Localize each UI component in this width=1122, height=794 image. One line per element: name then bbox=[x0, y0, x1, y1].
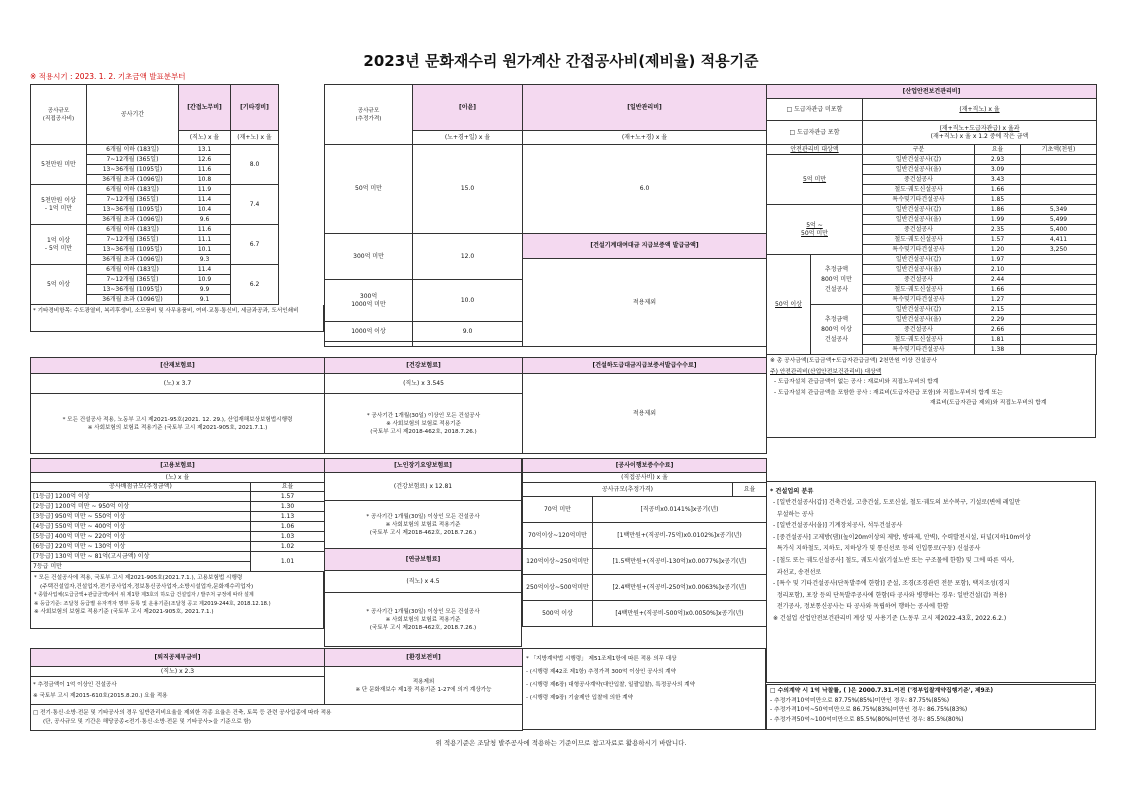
safety-kind: 일반건설공사(갑) bbox=[863, 205, 975, 215]
performance-guarantee-table bbox=[522, 458, 766, 627]
safety-kind: 특수및기타건설공사 bbox=[863, 345, 975, 355]
safety-base: 5,499 bbox=[1021, 215, 1097, 225]
safety-base: 5,400 bbox=[1021, 225, 1097, 235]
industrial-note: ※ 사회보험의 보험료 적용기준 (국토부 고시 제2021-905호, 2021.7.1.) bbox=[87, 424, 268, 431]
retirement-fund-formula: (직노) x 2.3 bbox=[31, 667, 325, 677]
employment-insurance-header: [고용보험료] bbox=[31, 459, 325, 473]
safety-kind: 철도·궤도신설공사 bbox=[863, 185, 975, 195]
pension-header: [연금보험료] bbox=[325, 549, 522, 571]
blank-cell bbox=[279, 185, 325, 225]
scale-cell: 5억 이상 bbox=[31, 265, 87, 305]
safety-base bbox=[1021, 185, 1097, 195]
safety-notes bbox=[766, 355, 1096, 438]
classification-title: * 건설업의 분류 bbox=[770, 488, 814, 495]
safety-kind-header: 구분 bbox=[863, 145, 975, 155]
employment-rate: 1.06 bbox=[251, 522, 325, 532]
pension-note: * 공사기간 1개월(30일) 이상인 모든 건설공사 bbox=[366, 608, 480, 615]
safety-rate: 2.66 bbox=[975, 325, 1021, 335]
health-note: (국토부 고시 제2018-462호, 2018.7.26.) bbox=[370, 428, 477, 435]
period-cell: 36개월 초과 (1096일) bbox=[87, 295, 179, 305]
safety-rate: 2.15 bbox=[975, 305, 1021, 315]
safety-base bbox=[1021, 175, 1097, 185]
period-cell: 7~12개월 (365일) bbox=[87, 195, 179, 205]
health-insurance-header: [건강보험료] bbox=[325, 358, 523, 374]
employment-grade: [4등급] 550억 미만 ~ 400억 이상 bbox=[31, 522, 251, 532]
period-header: 공사기간 bbox=[87, 85, 179, 145]
other-expense-formula: (재+노) x 율 bbox=[231, 131, 279, 145]
employment-rate: 1.02 bbox=[251, 542, 325, 552]
employment-rate-header: 요율 bbox=[251, 483, 325, 492]
safety-target-range: 5억 ~ 50억 미만 bbox=[767, 205, 863, 255]
employment-rate: 1.57 bbox=[251, 492, 325, 502]
general-admin-formula: (재+노+경) x 율 bbox=[523, 131, 767, 145]
safety-note: - 도급자설치 관급금액을 포함한 공사 : 재료비(도급자관급 포함)와 직접노무비의 합계 또는 bbox=[774, 389, 1003, 396]
safety-base bbox=[1021, 295, 1097, 305]
retirement-note: * 추정금액이 1억 이상인 건설공사 bbox=[33, 681, 117, 688]
safety-option-1: □ 도급자관급 미포함 bbox=[767, 99, 863, 121]
safety-kind: 중건설공사 bbox=[863, 175, 975, 185]
performance-formula: [1백만원+(직공비-75억)x0.0102%]x공기(년) bbox=[593, 523, 767, 549]
indirect-labor-rate: 9.3 bbox=[179, 255, 231, 265]
private-contract-title: □ 수의계약 시 1억 낙찰률, ( )은 2000.7.31.이전 ('정부입찰계약집행기준', 제9조) bbox=[770, 688, 994, 694]
classification-item: - [일반건설공사(갑)] 건축건설, 고층건설, 도로신설, 철도·궤도의 보수복구, 기설로(변에 레일만 bbox=[773, 499, 1021, 506]
health-insurance-formula: (직노) x 3.545 bbox=[325, 374, 523, 394]
employment-grade: [3등급] 950억 미만 ~ 550억 이상 bbox=[31, 512, 251, 522]
employment-insurance-formula: (노) x 율 bbox=[31, 473, 325, 483]
performance-scale: 120억이상~250억미만 bbox=[523, 549, 593, 575]
industrial-note: * 모든 건설공사 적용, 노동부 고시 제2021-95호(2021. 12. 29.), 산업재해보상보험법시행령 bbox=[62, 416, 293, 423]
retirement-note: ※ 국토부 고시 제2015-610호(2015.8.20.) 요율 적용 bbox=[33, 692, 168, 699]
safety-base bbox=[1021, 305, 1097, 315]
profit-rate: 15.0 bbox=[413, 145, 523, 234]
profit-scale: 50억 미만 bbox=[325, 145, 413, 234]
indirect-labor-rate: 12.6 bbox=[179, 155, 231, 165]
safety-kind: 일반건설공사(갑) bbox=[863, 305, 975, 315]
performance-guarantee-formula: (직접공사비) x 율 bbox=[523, 473, 767, 483]
safety-rate: 2.29 bbox=[975, 315, 1021, 325]
period-cell: 13~36개월 (1095일) bbox=[87, 245, 179, 255]
classification-item: ※ 건설업 산업안전보건관리비 계상 및 사용기준 (노동부 고시 제2022-43호, 2022.6.2.) bbox=[773, 614, 1007, 622]
profit-scale: 1000억 이상 bbox=[325, 322, 413, 342]
profit-admin-table bbox=[324, 84, 766, 347]
classification-item: 정리포함), 포장 등의 단독발주공사에 한함(타 공사와 병행하는 경우: 일반건설(갑) 적용) bbox=[773, 591, 1007, 599]
performance-scale: 70억 미만 bbox=[523, 497, 593, 523]
performance-note: * 「지방계약법 시행령」 제51조제1항에 따른 적용 의무 대상 bbox=[526, 656, 677, 662]
employment-note: ※ 등급기준: 조달청 등급별 유자격자 명부 등록 및 운용기준(조달청 공고 제2019-244호, 2018.12.18.) bbox=[34, 600, 271, 607]
environment-note: ※ 단 문화재보수 제1장 적용기준 1-27에 의거 계상가능 bbox=[355, 686, 492, 693]
safety-sub-range: 추정금액 800억 이상 건설공사 bbox=[811, 305, 863, 355]
indirect-labor-rate: 11.4 bbox=[179, 265, 231, 275]
safety-base: 4,411 bbox=[1021, 235, 1097, 245]
safety-sub-range: 추정금액 800억 미만 건설공사 bbox=[811, 255, 863, 305]
period-cell: 13~36개월 (1095일) bbox=[87, 165, 179, 175]
safety-base: 3,250 bbox=[1021, 245, 1097, 255]
profit-formula: (노+경+일) x 율 bbox=[413, 131, 523, 145]
performance-notes bbox=[522, 648, 766, 730]
safety-base: 5,349 bbox=[1021, 205, 1097, 215]
employment-rate: 1.03 bbox=[251, 532, 325, 542]
indirect-labor-rate: 10.4 bbox=[179, 205, 231, 215]
safety-option-1-formula: (재+직노) x 율 bbox=[863, 99, 1097, 121]
employment-note: * 모든 건설공사에 적용, 국토부 고시 제2021-905호(2021.7.1.), 고용보험법 시행령 bbox=[34, 575, 243, 581]
employment-grade: [1등급] 1200억 이상 bbox=[31, 492, 251, 502]
safety-kind: 일반건설공사(을) bbox=[863, 265, 975, 275]
other-expense-rate: 6.2 bbox=[231, 265, 279, 305]
period-cell: 36개월 초과 (1096일) bbox=[87, 175, 179, 185]
classification-item: 과선교, 송전선로 bbox=[773, 568, 822, 576]
classification-item: - [중건설공사] 고제방(댐)(높이20m이상의 제방, 방파제, 안벽), 수력발전시설, 터널(지하10m이상 bbox=[773, 533, 1031, 541]
safety-rate: 3.43 bbox=[975, 175, 1021, 185]
safety-base bbox=[1021, 265, 1097, 275]
telecom-note: (단, 공사규모 및 기간은 해당공종<전기·통신·소방·전문 및 기타공사>을 기준으로 함) bbox=[43, 718, 251, 725]
performance-formula: [4백만원+(직공비-500억)x0.0050%]x공기(년) bbox=[593, 601, 767, 627]
safety-rate: 1.86 bbox=[975, 205, 1021, 215]
indirect-labor-rate: 10.8 bbox=[179, 175, 231, 185]
period-cell: 7~12개월 (365일) bbox=[87, 155, 179, 165]
performance-rate-header: 요율 bbox=[733, 483, 767, 497]
indirect-labor-formula: (직노) x 율 bbox=[179, 131, 231, 145]
safety-rate: 1.81 bbox=[975, 335, 1021, 345]
elderly-care-header: [노인장기요양보험료] bbox=[325, 459, 522, 473]
effective-date-note: ※ 적용시기 : 2023. 1. 2. 기초금액 발표분부터 bbox=[30, 72, 186, 81]
other-expense-rate: 7.4 bbox=[231, 185, 279, 225]
period-cell: 7~12개월 (365일) bbox=[87, 275, 179, 285]
performance-scale: 250억이상~500억미만 bbox=[523, 575, 593, 601]
employment-notes bbox=[30, 572, 324, 629]
private-contract-item: - 추정가격50억~100억미만으로 85.5%(80%)미만인 경우: 85.5%(80%) bbox=[770, 716, 964, 723]
pension-note: ※ 사회보험의 보험료 적용기준 bbox=[385, 616, 461, 623]
performance-formula: [1.5백만원+(직공비-130억)x0.0077%]x공기(년) bbox=[593, 549, 767, 575]
period-cell: 13~36개월 (1095일) bbox=[87, 285, 179, 295]
safety-rate: 2.10 bbox=[975, 265, 1021, 275]
safety-note: 재료비(도급자관급 제외)와 직접노무비의 합계 bbox=[930, 400, 1047, 406]
labor-cost-table bbox=[30, 84, 324, 332]
safety-base bbox=[1021, 325, 1097, 335]
safety-rate: 1.99 bbox=[975, 215, 1021, 225]
elderly-note: * 공사기간 1개월(30일) 이상인 모든 건설공사 bbox=[366, 513, 480, 520]
other-expense-rate: 6.7 bbox=[231, 225, 279, 265]
private-contract-note bbox=[766, 684, 1096, 730]
safety-kind: 특수및기타건설공사 bbox=[863, 295, 975, 305]
blank-cell bbox=[279, 225, 325, 265]
machine-rental-guarantee-value: 적용제외 bbox=[523, 259, 767, 347]
employment-grade: 7등급 미만 bbox=[31, 562, 251, 572]
indirect-labor-rate: 13.1 bbox=[179, 145, 231, 155]
safety-rate: 2.35 bbox=[975, 225, 1021, 235]
employment-grade: [7등급] 130억 미만 ~ 81억(고시금액) 이상 bbox=[31, 552, 251, 562]
safety-base bbox=[1021, 315, 1097, 325]
safety-kind: 일반건설공사(을) bbox=[863, 215, 975, 225]
other-expense-items-note: * 기타경비항목: 수도광열비, 복리후생비, 소모품비 및 사무용품비, 여비·교통·통신비, 세금과공과, 도서인쇄비 bbox=[30, 305, 324, 332]
safety-rate: 1.20 bbox=[975, 245, 1021, 255]
performance-scale: 500억 이상 bbox=[523, 601, 593, 627]
subcontract-guarantee-header: [건설하도급대금지급보증서발급수수료] bbox=[523, 358, 767, 374]
safety-base bbox=[1021, 335, 1097, 345]
safety-kind: 중건설공사 bbox=[863, 325, 975, 335]
classification-item: - [일반건설공사(을)] 기계장치공사, 석두건설공사 bbox=[773, 522, 903, 530]
other-expense-header: [기타경비] bbox=[231, 85, 279, 131]
indirect-labor-rate: 10.9 bbox=[179, 275, 231, 285]
classification-item: 부설하는 공사 bbox=[773, 510, 814, 518]
industrial-insurance-header: [산재보험료] bbox=[31, 358, 325, 374]
safety-kind: 일반건설공사(을) bbox=[863, 315, 975, 325]
scale-cell: 1억 이상 - 5억 미만 bbox=[31, 225, 87, 265]
classification-item: 전기공사, 정보통신공사는 타 공사와 독립하여 행하는 공사에 한함 bbox=[773, 603, 949, 611]
safety-rate: 1.38 bbox=[975, 345, 1021, 355]
indirect-labor-rate: 11.9 bbox=[179, 185, 231, 195]
scale-header: 공사규모 (직접공사비) bbox=[31, 85, 87, 145]
elderly-care-formula: (건강보험료) x 12.81 bbox=[325, 473, 522, 501]
safety-base bbox=[1021, 255, 1097, 265]
safety-note: - 도급자설치 관급금액이 없는 공사 : 재료비와 직접노무비의 합계 bbox=[774, 379, 939, 385]
employment-grade: [5등급] 400억 미만 ~ 220억 이상 bbox=[31, 532, 251, 542]
safety-option-2-formula-1: (재+직노+도급자관급) x 율과 bbox=[939, 124, 1020, 132]
period-cell: 6개월 이하 (183일) bbox=[87, 145, 179, 155]
employment-grade: [6등급] 220억 미만 ~ 130억 이상 bbox=[31, 542, 251, 552]
safety-target-range: 50억 이상 bbox=[767, 255, 811, 355]
elderly-note: (국토부 고시 제2018-462호, 2018.7.26.) bbox=[369, 529, 477, 536]
employment-grade: [2등급] 1200억 미만 ~ 950억 이상 bbox=[31, 502, 251, 512]
period-cell: 36개월 초과 (1096일) bbox=[87, 255, 179, 265]
safety-rate: 1.27 bbox=[975, 295, 1021, 305]
safety-kind: 철도·궤도신설공사 bbox=[863, 235, 975, 245]
safety-kind: 중건설공사 bbox=[863, 275, 975, 285]
profit-rate: 9.0 bbox=[413, 322, 523, 342]
employment-note: (주택건설업자,건설업자,전기공사업자,정보통신공사업자,소방시설업자,문화재수리업자) bbox=[40, 583, 254, 590]
machine-rental-guarantee-header: [건설기계대여대금 지급보증액 발급금액] bbox=[523, 234, 767, 259]
period-cell: 7~12개월 (365일) bbox=[87, 235, 179, 245]
health-note: ※ 사회보험의 보험료 적용기준 bbox=[386, 420, 461, 427]
performance-note: - (시행령 제9장) 기술제안 입찰에 의한 계약 bbox=[526, 695, 634, 701]
safety-cost-table bbox=[766, 84, 1096, 438]
other-expense-rate: 8.0 bbox=[231, 145, 279, 185]
period-cell: 36개월 초과 (1096일) bbox=[87, 215, 179, 225]
safety-header: [산업안전보건관리비] bbox=[767, 85, 1097, 99]
safety-base bbox=[1021, 165, 1097, 175]
safety-rate-header: 요율 bbox=[975, 145, 1021, 155]
profit-rate: 10.0 bbox=[413, 280, 523, 322]
period-cell: 13~36개월 (1095일) bbox=[87, 205, 179, 215]
safety-base bbox=[1021, 155, 1097, 165]
private-contract-item: - 추정가격10억~50억미만으로 86.75%(83%)미만인 경우: 86.75%(83%) bbox=[770, 707, 968, 713]
elderly-pension-table bbox=[324, 458, 522, 647]
insurance-row-1 bbox=[30, 357, 766, 454]
classification-item: 특가식 지하철도, 지하도, 지하상가 및 통신선로 등의 인입통로(구둥) 신설공사 bbox=[773, 545, 981, 553]
performance-formula: [2.4백만원+(직공비-250억)x0.0063%]x공기(년) bbox=[593, 575, 767, 601]
safety-rate: 2.93 bbox=[975, 155, 1021, 165]
safety-target-range: 5억 미만 bbox=[767, 155, 863, 205]
environment-value: 적용제외 bbox=[412, 678, 435, 685]
safety-rate: 1.97 bbox=[975, 255, 1021, 265]
period-cell: 6개월 이하 (183일) bbox=[87, 185, 179, 195]
safety-kind: 철도·궤도신설공사 bbox=[863, 285, 975, 295]
telecom-note: □ 전기·통신·소방·전문 및 기타공사의 경우 일반관리비요율을 제외한 각종 요율은 건축, 토목 등 관련 공사업종에 따라 적용 bbox=[33, 709, 332, 716]
employment-rate: 1.13 bbox=[251, 512, 325, 522]
safety-note: 주) 안전관리비(산업안전보건관리비) 대상액 bbox=[770, 368, 882, 375]
indirect-labor-rate: 9.6 bbox=[179, 215, 231, 225]
safety-base bbox=[1021, 285, 1097, 295]
indirect-labor-rate: 9.9 bbox=[179, 285, 231, 295]
safety-kind: 일반건설공사(갑) bbox=[863, 255, 975, 265]
safety-kind: 특수및기타건설공사 bbox=[863, 195, 975, 205]
safety-kind: 일반건설공사(을) bbox=[863, 165, 975, 175]
scale-cell: 5천만원 이상 - 1억 미만 bbox=[31, 185, 87, 225]
safety-option-2: □ 도급자관급 포함 bbox=[767, 121, 863, 145]
industrial-insurance-formula: (노) x 3.7 bbox=[31, 374, 325, 394]
safety-kind: 철도·궤도신설공사 bbox=[863, 335, 975, 345]
profit-header: [이윤] bbox=[413, 85, 523, 131]
safety-rate: 1.57 bbox=[975, 235, 1021, 245]
performance-note: - (시행령 제6장) 대형공사계약(대안입찰, 일괄입찰), 특정공사의 계약 bbox=[526, 682, 696, 688]
performance-guarantee-header: [공사이행보증수수료] bbox=[523, 459, 767, 473]
performance-scale-header: 공사규모(추정가격) bbox=[523, 483, 733, 497]
employment-grade-header: 공사배점규모(추정금액) bbox=[31, 483, 251, 492]
indirect-labor-rate: 10.1 bbox=[179, 245, 231, 255]
safety-rate: 3.09 bbox=[975, 165, 1021, 175]
performance-scale: 70억이상~120억미만 bbox=[523, 523, 593, 549]
blank-cell bbox=[279, 265, 325, 305]
safety-option-2-formula-2: (재+직노) x 율 x 1.2 중에 작은 금액 bbox=[930, 132, 1029, 140]
safety-base-header: 기초액(천원) bbox=[1021, 145, 1097, 155]
indirect-labor-rate: 9.1 bbox=[179, 295, 231, 305]
general-admin-rate: 6.0 bbox=[523, 145, 767, 234]
safety-rate: 2.44 bbox=[975, 275, 1021, 285]
performance-formula: [직공비x0.0141%]x공기(년) bbox=[593, 497, 767, 523]
construction-classification bbox=[766, 481, 1096, 683]
profit-scale: 300억 미만 bbox=[325, 234, 413, 280]
retirement-environment-table bbox=[30, 648, 522, 731]
indirect-labor-rate: 11.1 bbox=[179, 235, 231, 245]
pension-formula: (직노) x 4.5 bbox=[325, 571, 522, 593]
safety-base bbox=[1021, 195, 1097, 205]
employment-note: ※ 사회보험의 보험료 적용기준 (국토부 고시 제2021-905호, 2021.7.1.) bbox=[34, 609, 214, 616]
safety-kind: 특수및기타건설공사 bbox=[863, 245, 975, 255]
period-cell: 6개월 이하 (183일) bbox=[87, 225, 179, 235]
subcontract-guarantee-value: 적용제외 bbox=[523, 374, 767, 454]
indirect-labor-rate: 11.6 bbox=[179, 225, 231, 235]
elderly-note: ※ 사회보험의 보험료 적용기준 bbox=[385, 521, 461, 528]
page-title: 2023년 문화재수리 원가계산 간접공사비(제비율) 적용기준 bbox=[363, 52, 759, 70]
performance-note: - (시행령 제42조 제1항) 추정가격 300억 이상인 공사의 계약 bbox=[526, 669, 677, 675]
retirement-fund-header: [퇴직공제부금비] bbox=[31, 649, 325, 667]
classification-item: - [철도 또는 궤도신설공사] 철도, 궤도시설(기설노반 또는 구조물에 한함) 및 그에 따른 역사, bbox=[773, 556, 1015, 564]
employment-rate: 1.01 bbox=[251, 552, 325, 572]
private-contract-item: - 추정가격10억미만으로 87.75%(85%)미만인 경우: 87.75%(85%) bbox=[770, 697, 950, 704]
safety-rate: 1.66 bbox=[975, 185, 1021, 195]
safety-note: ※ 총 공사금액(도급금액+도급자관급금액) 2천만원 이상 건설공사 bbox=[770, 358, 938, 364]
classification-item: - [특수 및 기타건설공사(단독발주에 한함)] 준설, 조경(조경관련 전문 포함), 택지조성(경지 bbox=[773, 580, 1010, 588]
safety-rate: 1.85 bbox=[975, 195, 1021, 205]
indirect-labor-header: [간접노무비] bbox=[179, 85, 231, 131]
employment-note: * 종합사업체(도급금액+관급금액)에서 위 제1항 제3호의 하도급 건설업자 / 발주처 규정에 따라 설계 bbox=[34, 592, 254, 599]
employment-insurance-table bbox=[30, 458, 324, 629]
footer-note: 위 적용기준은 조달청 발주공사에 적용하는 기준이므로 참고자료로 활용하시기 바랍니다. bbox=[435, 739, 687, 747]
safety-base bbox=[1021, 275, 1097, 285]
profit-rate: 12.0 bbox=[413, 234, 523, 280]
health-note: * 공사기간 1개월(30일) 이상인 모든 건설공사 bbox=[366, 412, 481, 419]
safety-target-header: 안전관리비 대상액 bbox=[767, 145, 863, 155]
blank-cell bbox=[279, 145, 325, 185]
profit-scale-header: 공사규모 (추정가격) bbox=[325, 85, 413, 145]
safety-base bbox=[1021, 345, 1097, 355]
profit-scale: 300억 1000억 미만 bbox=[325, 280, 413, 322]
employment-rate: 1.30 bbox=[251, 502, 325, 512]
safety-rate: 1.66 bbox=[975, 285, 1021, 295]
indirect-labor-rate: 11.6 bbox=[179, 165, 231, 175]
safety-kind: 중건설공사 bbox=[863, 225, 975, 235]
general-admin-header: [일반관리비] bbox=[523, 85, 767, 131]
indirect-labor-rate: 11.4 bbox=[179, 195, 231, 205]
environment-header: [환경보전비] bbox=[325, 649, 523, 667]
period-cell: 6개월 이하 (183일) bbox=[87, 265, 179, 275]
scale-cell: 5천만원 미만 bbox=[31, 145, 87, 185]
safety-kind: 일반건설공사(갑) bbox=[863, 155, 975, 165]
pension-note: (국토부 고시 제2018-462호, 2018.7.26.) bbox=[369, 624, 477, 631]
